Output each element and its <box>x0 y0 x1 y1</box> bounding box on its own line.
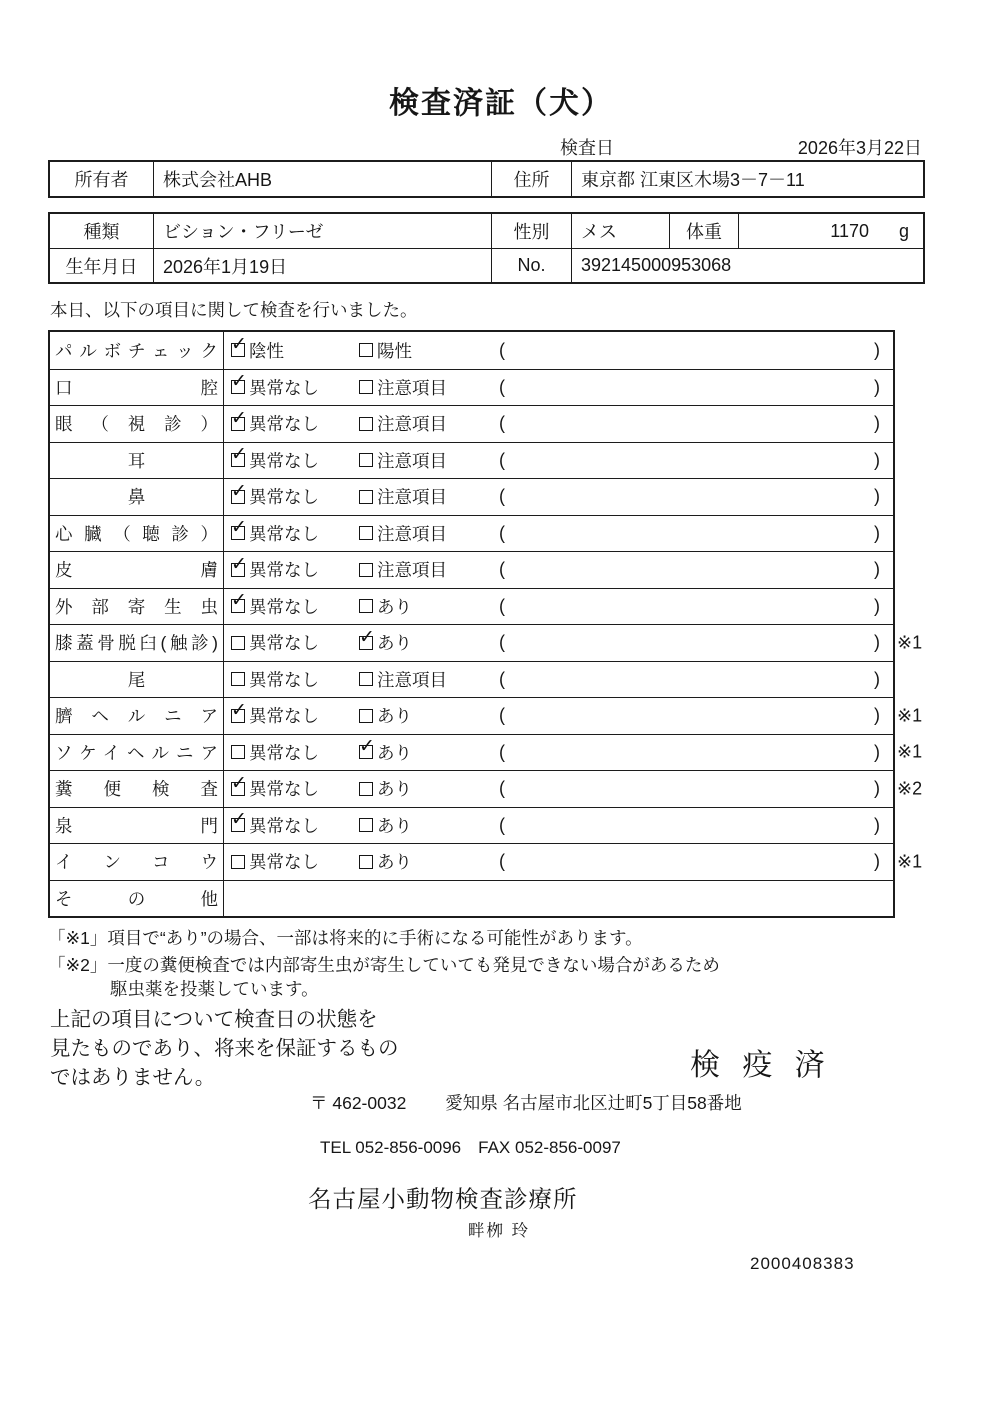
checked-checkbox <box>231 517 247 540</box>
exam-row <box>50 405 893 442</box>
exam-item-label <box>50 552 224 588</box>
checkmark-icon: ✓ <box>231 371 247 393</box>
birth-label: 生年月日 <box>50 249 154 282</box>
checked-checkbox <box>359 626 375 650</box>
exam-item-label-text: 皮膚 <box>55 560 218 581</box>
close-paren: ) <box>874 778 880 799</box>
exam-item-label-text: 心臓（聴診） <box>55 523 218 544</box>
remarks-field <box>499 778 893 799</box>
remarks-field <box>499 815 893 836</box>
exam-row-result <box>224 881 893 917</box>
result-option <box>231 407 359 436</box>
result-option-label: あり <box>377 742 412 763</box>
exam-row-result <box>224 370 893 406</box>
close-paren: ) <box>874 522 880 543</box>
result-option <box>231 371 359 400</box>
remarks-field <box>499 851 893 872</box>
checked-checkbox <box>231 334 247 357</box>
address-label: 住所 <box>492 162 572 196</box>
result-option-label: 注意項目 <box>377 669 447 690</box>
close-paren: ) <box>874 851 880 872</box>
close-paren: ) <box>874 449 880 470</box>
exam-item-label <box>50 443 224 479</box>
result-option-label: あり <box>377 852 412 873</box>
exam-item-label-text: インコウ <box>55 852 218 873</box>
result-option <box>231 517 359 546</box>
footnote-1: 「※1」項目で“あり”の場合、一部は将来的に手術になる可能性があります。 <box>48 928 643 948</box>
result-option-label: 注意項目 <box>377 523 447 544</box>
serial-number: 2000408383 <box>750 1254 855 1273</box>
exam-row <box>50 332 893 369</box>
footnote-2-line2: 駆虫薬を投薬しています。 <box>110 979 319 999</box>
exam-row <box>50 843 923 880</box>
close-paren: ) <box>874 814 880 835</box>
result-option-label: 異常なし <box>249 560 319 581</box>
checked-checkbox <box>231 772 247 796</box>
result-option <box>359 849 499 874</box>
open-paren: ( <box>499 413 505 434</box>
close-paren: ) <box>874 741 880 762</box>
remarks-field <box>499 596 893 617</box>
owner-label: 所有者 <box>50 162 154 196</box>
result-option <box>231 480 359 509</box>
result-option-label: 異常なし <box>249 706 319 727</box>
exam-item-label <box>50 844 224 880</box>
close-paren: ) <box>874 705 880 726</box>
checkmark-icon: ✓ <box>231 334 247 356</box>
animal-row-2 <box>50 248 923 282</box>
checkmark-icon: ✓ <box>231 444 247 466</box>
open-paren: ( <box>499 632 505 653</box>
open-paren: ( <box>499 595 505 616</box>
representative-name: 畔栁 玲 <box>468 1222 531 1240</box>
open-paren: ( <box>499 705 505 726</box>
result-option <box>359 736 499 765</box>
remarks-field <box>499 632 893 653</box>
result-option <box>231 444 359 473</box>
quarantine-stamp: 検 疫 済 <box>690 1049 832 1082</box>
checked-checkbox <box>231 699 247 723</box>
result-option <box>359 594 499 619</box>
owner-value: 株式会社AHB <box>154 162 492 196</box>
open-paren: ( <box>499 486 505 507</box>
result-option <box>231 699 359 728</box>
remarks-field <box>499 340 893 361</box>
exam-row <box>50 478 893 515</box>
close-paren: ) <box>874 486 880 507</box>
close-paren: ) <box>874 413 880 434</box>
unchecked-checkbox <box>231 745 245 759</box>
unchecked-checkbox <box>359 343 373 357</box>
weight-value: 1170 <box>830 220 869 241</box>
checkmark-icon: ✓ <box>231 553 247 575</box>
unchecked-checkbox <box>231 636 245 650</box>
exam-item-label-text: 眼（視診） <box>55 414 218 435</box>
exam-item-label <box>50 735 224 771</box>
exam-row <box>50 551 893 588</box>
unchecked-checkbox <box>359 453 373 467</box>
result-option <box>231 772 359 801</box>
result-option <box>359 411 499 436</box>
checkmark-icon: ✓ <box>359 626 375 648</box>
result-option-label: 異常なし <box>249 450 319 471</box>
result-option-label: 異常なし <box>249 487 319 508</box>
result-option-label: 異常なし <box>249 596 319 617</box>
animal-row-1 <box>50 214 923 248</box>
exam-row-note: ※1 <box>897 851 923 872</box>
checkmark-icon: ✓ <box>231 809 247 831</box>
clinic-tel-fax: TEL 052-856-0096 FAX 052-856-0097 <box>320 1138 621 1157</box>
breed-value: ビション・フリーゼ <box>154 214 492 248</box>
result-option-label: 注意項目 <box>377 414 447 435</box>
unchecked-checkbox <box>359 599 373 613</box>
intro-text: 本日、以下の項目に関して検査を行いました。 <box>50 300 418 320</box>
exam-item-label-text: 鼻 <box>127 487 146 508</box>
result-option-label: あり <box>377 815 412 836</box>
inspection-date-value: 2026年3月22日 <box>797 138 922 158</box>
exam-row-note: ※1 <box>897 741 923 762</box>
exam-item-label-text: 臍ヘルニア <box>55 706 218 727</box>
result-option <box>359 813 499 838</box>
page-title: 検査済証（犬） <box>389 87 613 120</box>
exam-row <box>50 515 893 552</box>
result-option <box>231 740 359 765</box>
exam-item-label <box>50 625 224 661</box>
remarks-field <box>499 742 893 763</box>
close-paren: ) <box>874 376 880 397</box>
exam-item-label <box>50 479 224 515</box>
disclaimer <box>50 1005 399 1092</box>
result-option-label: あり <box>377 596 412 617</box>
clinic-name: 名古屋小動物検査診療所 <box>308 1186 578 1212</box>
unchecked-checkbox <box>359 855 373 869</box>
open-paren: ( <box>499 339 505 360</box>
exam-row-note: ※1 <box>897 632 923 653</box>
checkmark-icon: ✓ <box>359 736 375 758</box>
weight-unit: g <box>898 220 909 241</box>
exam-item-label <box>50 698 224 734</box>
no-value: 392145000953068 <box>581 255 732 275</box>
result-option-label: あり <box>377 706 412 727</box>
checked-checkbox <box>231 371 247 394</box>
exam-item-label-text: その他 <box>55 888 218 909</box>
birth-value: 2026年1月19日 <box>154 249 492 282</box>
remarks-field <box>499 377 893 398</box>
result-option-label: 陰性 <box>249 340 284 361</box>
open-paren: ( <box>499 668 505 689</box>
result-option <box>231 334 359 363</box>
exam-table <box>48 330 923 918</box>
open-paren: ( <box>499 449 505 470</box>
animal-table <box>48 212 925 284</box>
checkmark-icon: ✓ <box>231 517 247 539</box>
result-option-label: 異常なし <box>249 377 319 398</box>
unchecked-checkbox <box>231 855 245 869</box>
exam-item-label <box>50 881 224 917</box>
checkmark-icon: ✓ <box>231 590 247 612</box>
result-option <box>359 484 499 509</box>
close-paren: ) <box>874 595 880 616</box>
exam-row <box>50 770 923 807</box>
exam-item-label <box>50 370 224 406</box>
unchecked-checkbox <box>359 818 373 832</box>
result-option-label: 異常なし <box>249 669 319 690</box>
result-option <box>231 553 359 582</box>
exam-row-result <box>224 406 893 442</box>
result-option <box>359 557 499 582</box>
disclaimer-line3: ではありません。 <box>50 1066 216 1089</box>
unchecked-checkbox <box>231 672 245 686</box>
result-option <box>231 590 359 619</box>
checked-checkbox <box>231 480 247 504</box>
open-paren: ( <box>499 851 505 872</box>
exam-row-result <box>224 516 893 552</box>
checked-checkbox <box>231 590 247 613</box>
exam-row-result <box>224 698 893 734</box>
exam-row <box>50 697 923 734</box>
result-option-label: 陽性 <box>377 340 412 361</box>
disclaimer-line1: 上記の項目について検査日の状態を <box>50 1008 378 1031</box>
exam-row <box>50 880 893 917</box>
open-paren: ( <box>499 741 505 762</box>
exam-item-label <box>50 589 224 625</box>
disclaimer-line2: 見たものであり、将来を保証するもの <box>50 1037 399 1060</box>
result-option-label: 異常なし <box>249 633 319 654</box>
clinic-postal-code: 〒 462-0032 <box>310 1093 407 1113</box>
exam-item-label <box>50 771 224 807</box>
exam-row-result <box>224 735 893 771</box>
remarks-field <box>499 413 893 434</box>
result-option <box>231 849 359 874</box>
remarks-field <box>499 669 893 690</box>
result-option-label: 異常なし <box>249 414 319 435</box>
open-paren: ( <box>499 559 505 580</box>
result-option-label: 異常なし <box>249 742 319 763</box>
owner-row <box>50 162 923 196</box>
exam-row <box>50 734 923 771</box>
exam-item-label-text: 外部寄生虫 <box>55 596 218 617</box>
sex-label: 性別 <box>492 214 572 248</box>
clinic-address <box>310 1090 742 1115</box>
remarks-field <box>499 523 893 544</box>
unchecked-checkbox <box>359 709 373 723</box>
result-option-label: 異常なし <box>249 779 319 800</box>
exam-row-note: ※2 <box>897 778 923 799</box>
checkmark-icon: ✓ <box>231 480 247 502</box>
exam-row-result <box>224 662 893 698</box>
result-option-label: あり <box>377 633 412 654</box>
unchecked-checkbox <box>359 563 373 577</box>
result-option <box>359 667 499 692</box>
owner-table <box>48 160 925 198</box>
exam-row-result <box>224 332 893 369</box>
checkmark-icon: ✓ <box>231 407 247 429</box>
result-option <box>231 667 359 692</box>
exam-row-result <box>224 443 893 479</box>
weight-value-cell <box>739 214 923 248</box>
checked-checkbox <box>359 736 375 759</box>
result-option <box>359 448 499 473</box>
exam-row <box>50 624 923 661</box>
exam-row-result <box>224 844 893 880</box>
checkmark-icon: ✓ <box>231 699 247 721</box>
footnote-2-line1: 「※2」一度の糞便検査では内部寄生虫が寄生していても発見できない場合があるため <box>48 955 720 975</box>
exam-row-result <box>224 479 893 515</box>
exam-item-label-text: パルボチェック <box>55 340 218 361</box>
close-paren: ) <box>874 632 880 653</box>
result-option-label: 異常なし <box>249 852 319 873</box>
inspection-date-label: 検査日 <box>560 138 614 158</box>
result-option-label: 注意項目 <box>377 487 447 508</box>
result-option-label: 注意項目 <box>377 450 447 471</box>
exam-row <box>50 588 893 625</box>
checkmark-icon: ✓ <box>231 772 247 794</box>
exam-row-result <box>224 808 893 844</box>
close-paren: ) <box>874 339 880 360</box>
open-paren: ( <box>499 376 505 397</box>
unchecked-checkbox <box>359 380 373 394</box>
result-option-label: 異常なし <box>249 523 319 544</box>
checked-checkbox <box>231 444 247 467</box>
breed-label: 種類 <box>50 214 154 248</box>
exam-row-result <box>224 589 893 625</box>
exam-item-label-text: 泉門 <box>55 815 218 836</box>
exam-item-label <box>50 516 224 552</box>
exam-item-label <box>50 406 224 442</box>
unchecked-checkbox <box>359 417 373 431</box>
result-option <box>359 375 499 400</box>
unchecked-checkbox <box>359 782 373 796</box>
exam-row <box>50 807 893 844</box>
open-paren: ( <box>499 522 505 543</box>
inspection-date <box>560 134 922 160</box>
checked-checkbox <box>231 407 247 431</box>
exam-item-label <box>50 808 224 844</box>
close-paren: ) <box>874 668 880 689</box>
exam-row-result <box>224 552 893 588</box>
remarks-field <box>499 559 893 580</box>
exam-item-label-text: 尾 <box>127 669 146 690</box>
close-paren: ) <box>874 559 880 580</box>
exam-row-note: ※1 <box>897 705 923 726</box>
remarks-field <box>499 705 893 726</box>
result-option-label: あり <box>377 779 412 800</box>
result-option <box>359 521 499 546</box>
result-option <box>231 630 359 655</box>
exam-item-label-text: 膝蓋骨脱臼(触診) <box>55 633 218 654</box>
sex-value: メス <box>572 214 670 248</box>
checked-checkbox <box>231 809 247 832</box>
result-option <box>359 703 499 728</box>
result-option-label: 注意項目 <box>377 560 447 581</box>
result-option <box>231 809 359 838</box>
result-option <box>359 626 499 655</box>
clinic-address-text: 愛知県 名古屋市北区辻町5丁目58番地 <box>445 1093 742 1113</box>
exam-item-label <box>50 662 224 698</box>
open-paren: ( <box>499 814 505 835</box>
unchecked-checkbox <box>359 490 373 504</box>
exam-row-result <box>224 771 893 807</box>
exam-row <box>50 369 893 406</box>
exam-item-label-text: 口腔 <box>55 377 218 398</box>
result-option-label: 注意項目 <box>377 377 447 398</box>
address-value: 東京都 江東区木場3－7－11 <box>581 170 805 190</box>
result-option <box>359 338 499 363</box>
exam-item-label <box>50 332 224 369</box>
checked-checkbox <box>231 553 247 577</box>
exam-item-label-text: 糞便検査 <box>55 779 218 800</box>
remarks-field <box>499 486 893 507</box>
remarks-field <box>499 450 893 471</box>
unchecked-checkbox <box>359 526 373 540</box>
result-option <box>359 776 499 801</box>
exam-row <box>50 442 893 479</box>
unchecked-checkbox <box>359 672 373 686</box>
exam-item-label-text: ソケイヘルニア <box>55 742 218 763</box>
result-option-label: 異常なし <box>249 815 319 836</box>
exam-row <box>50 661 893 698</box>
weight-label: 体重 <box>670 214 739 248</box>
open-paren: ( <box>499 778 505 799</box>
exam-row-result <box>224 625 893 661</box>
exam-item-label-text: 耳 <box>127 450 146 471</box>
no-label: No. <box>492 249 572 282</box>
